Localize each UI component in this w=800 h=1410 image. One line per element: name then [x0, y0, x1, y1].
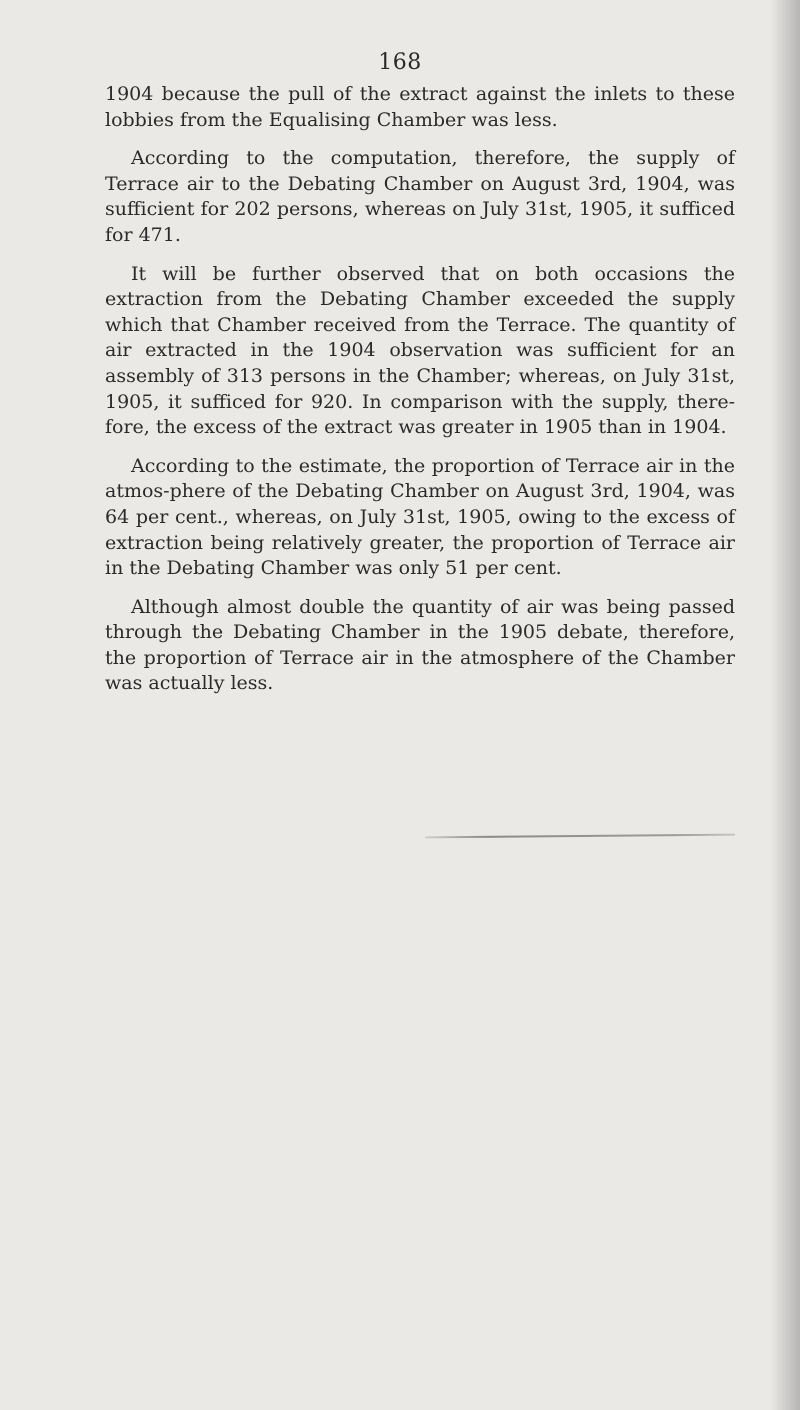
- paragraph-1: 1904 because the pull of the extract against the inlets to these lobbies from the Equalising Chamber was less.: [105, 83, 735, 131]
- paragraph-2: According to the computation, therefore, the supply of Terrace air to the Debating Chamber on August 3rd, 1904, was sufficient for 202 persons, whereas on July 31st, 1905, it sufficed for 471.: [105, 147, 735, 246]
- paragraph-5: Although almost double the quantity of air was being passed through the Debating Chamber in the 1905 debate, therefore, the proportion of Terrace air in the atmosphere of the Chamber was actually less.: [105, 595, 735, 695]
- paragraph-4: According to the estimate, the proportion of Terrace air in the atmos-phere of the Debating Chamber on August 3rd, 1904, was 64 per cent., whereas, on July 31st, 1905, owing to the excess of extraction being relatively greater, the proportion of Terrace air in the Debating Chamber was only 51 per cent.: [105, 454, 735, 580]
- page-number: 168: [378, 50, 422, 75]
- page-edge-shadow: [772, 0, 800, 1410]
- paragraph-3: It will be further observed that on both occasions the extraction from the Debating Chamber exceeded the supply which that Chamber received from the Terrace. The quantity of air extracted in the 1904 observation was sufficient for an assembly of 313 persons in the Chamber; whereas, on July 31st, 1905, it sufficed for 920. In comparison with the supply, there-fore, the excess of the extract was greater in 1905 than in 1904.: [105, 262, 735, 439]
- body-text: [105, 82, 735, 710]
- section-divider: [425, 834, 735, 839]
